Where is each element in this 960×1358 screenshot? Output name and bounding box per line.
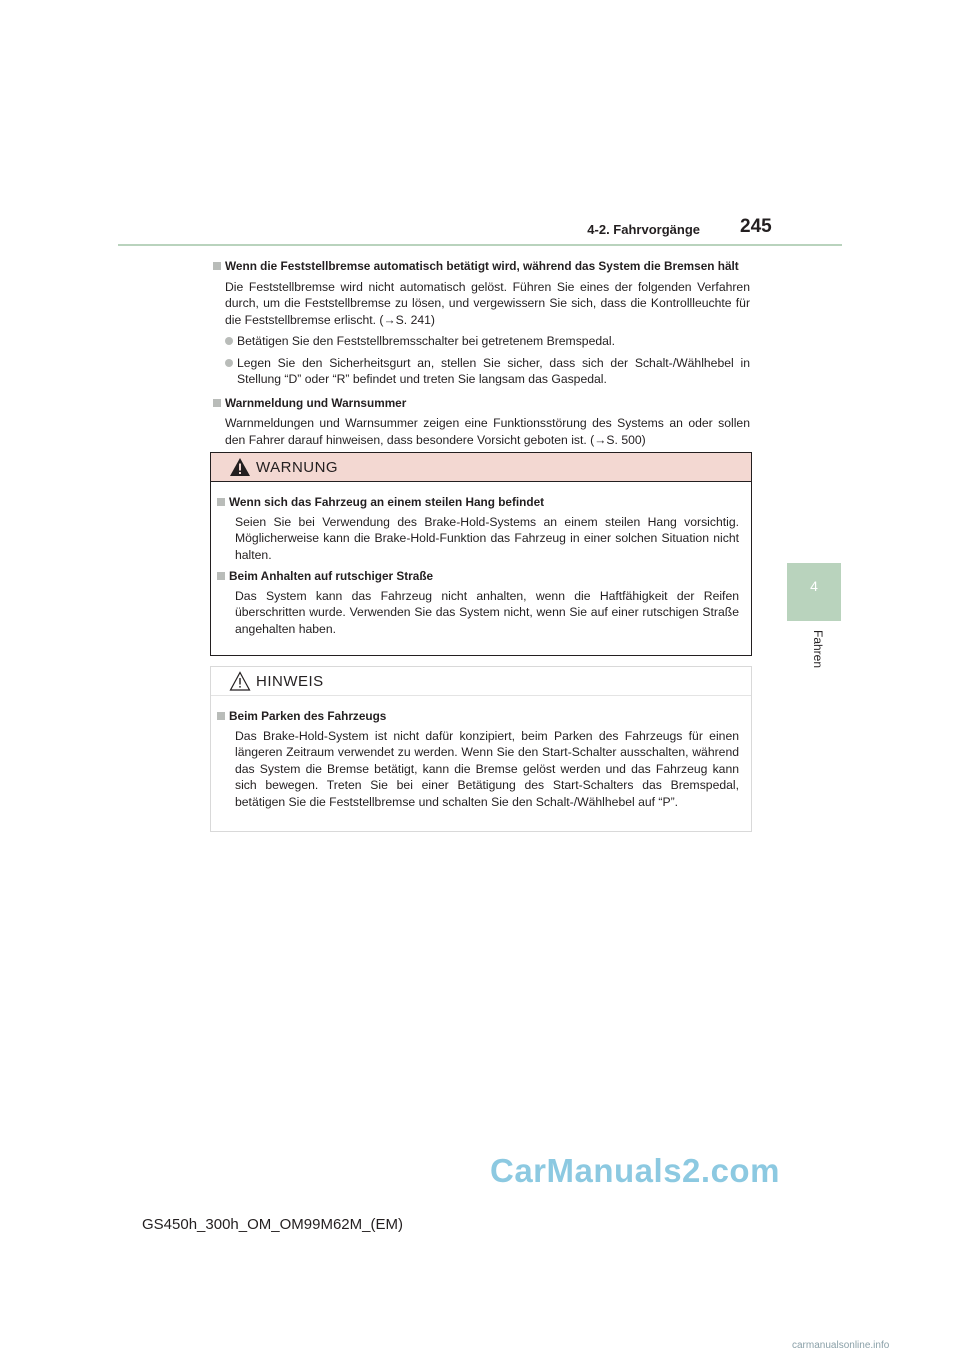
notice-item-heading (217, 708, 739, 725)
heading-text: Beim Parken des Fahrzeugs (229, 709, 387, 723)
chapter-number: 4 (810, 578, 818, 594)
watermark-logo: CarManuals2.com (490, 1152, 780, 1189)
square-bullet-icon (217, 712, 225, 720)
list-item-text: Betätigen Sie den Feststellbremsschalter bei getretenem Bremspedal. (237, 334, 616, 348)
list-item-text: Legen Sie den Sicherheitsgurt an, stellen Sie sicher, dass sich der Schalt-/Wählhebel in Stellung “D” oder “R” befindet und treten Sie langsam das Gaspedal. (237, 355, 750, 386)
header-rule (118, 244, 842, 246)
warning-title: WARNUNG (256, 459, 339, 476)
square-bullet-icon (217, 498, 225, 506)
paragraph: Die Feststellbremse wird nicht automatisch gelöst. Führen Sie eines der folgenden Verfahren durch, um die Feststellbremse zu lösen, und vergewissern Sie sich, dass die Kontrollleuchte für die Feststellbremse erlischt. (→S. 241) (225, 279, 750, 327)
page-number: 245 (740, 216, 772, 237)
heading-text: Beim Anhalten auf rutschiger Straße (229, 569, 434, 583)
round-bullet-icon (225, 337, 233, 345)
section-title: 4-2. Fahrvorgänge (587, 222, 700, 237)
main-content (213, 258, 750, 448)
document-id: GS450h_300h_OM_OM99M62M_(EM) (142, 1216, 403, 1233)
warning-item-text: Seien Sie bei Verwendung des Brake-Hold-Systems an einem steilen Hang vorsichtig. Möglicherweise kann die Brake-Hold-Funktion das Fahrzeug in einer solchen Situation nicht halten. (235, 514, 739, 562)
section-warning-message (213, 395, 750, 449)
warning-item (217, 568, 739, 637)
warning-item (217, 494, 739, 563)
warning-triangle-icon (229, 457, 251, 477)
square-bullet-icon (213, 399, 221, 407)
warning-box (210, 452, 752, 656)
paragraph: Warnmeldungen und Warnsummer zeigen eine Funktionsstörung des Systems an oder sollen den Fahrer darauf hinweisen, dass besondere Vorsicht geboten ist. (→S. 500) (225, 416, 750, 447)
notice-triangle-icon (229, 671, 251, 691)
list-item (225, 333, 750, 350)
heading-text: Wenn sich das Fahrzeug an einem steilen Hang befindet (229, 495, 545, 509)
square-bullet-icon (217, 572, 225, 580)
heading-text: Wenn die Feststellbremse automatisch betätigt wird, während das System die Bremsen hält (225, 259, 739, 273)
warning-item-text: Das System kann das Fahrzeug nicht anhalten, wenn die Haftfähigkeit der Reifen überschritten wurde. Verwenden Sie das System nicht, wenn Sie auf einer rutschigen Straße angehalten haben. (235, 588, 739, 636)
notice-item-text: Das Brake-Hold-System ist nicht dafür konzipiert, beim Parken des Fahrzeugs für einen längeren Zeitraum verwendet zu werden. Wenn Sie den Start-Schalter ausschalten, während das System die Bremse betätigt, kann die Bremse gelöst werden und das Fahrzeug kann sich bewegen. Treten Sie bei einer Betätigung des Start-Schalters das Bremspedal, betätigen Sie die Feststellbremse und schalten Sie den Schalt-/Wählhebel auf “P”. (235, 728, 739, 809)
warning-body (211, 482, 751, 637)
chapter-label: Fahren (811, 630, 825, 669)
list-item (225, 355, 750, 388)
warning-item-heading (217, 568, 739, 585)
warning-item-heading (217, 494, 739, 511)
section-heading (213, 258, 750, 275)
watermark-url: carmanualsonline.info (792, 1340, 890, 1351)
notice-header (211, 667, 751, 696)
section-parking-brake (213, 258, 750, 388)
notice-box (210, 666, 752, 832)
chapter-tab (787, 563, 841, 621)
section-heading (213, 395, 750, 412)
notice-title: HINWEIS (256, 673, 324, 690)
heading-text: Warnmeldung und Warnsummer (225, 395, 407, 410)
notice-item (217, 708, 739, 810)
notice-body (211, 696, 751, 810)
square-bullet-icon (213, 262, 221, 270)
warning-header (211, 453, 751, 482)
round-bullet-icon (225, 359, 233, 367)
